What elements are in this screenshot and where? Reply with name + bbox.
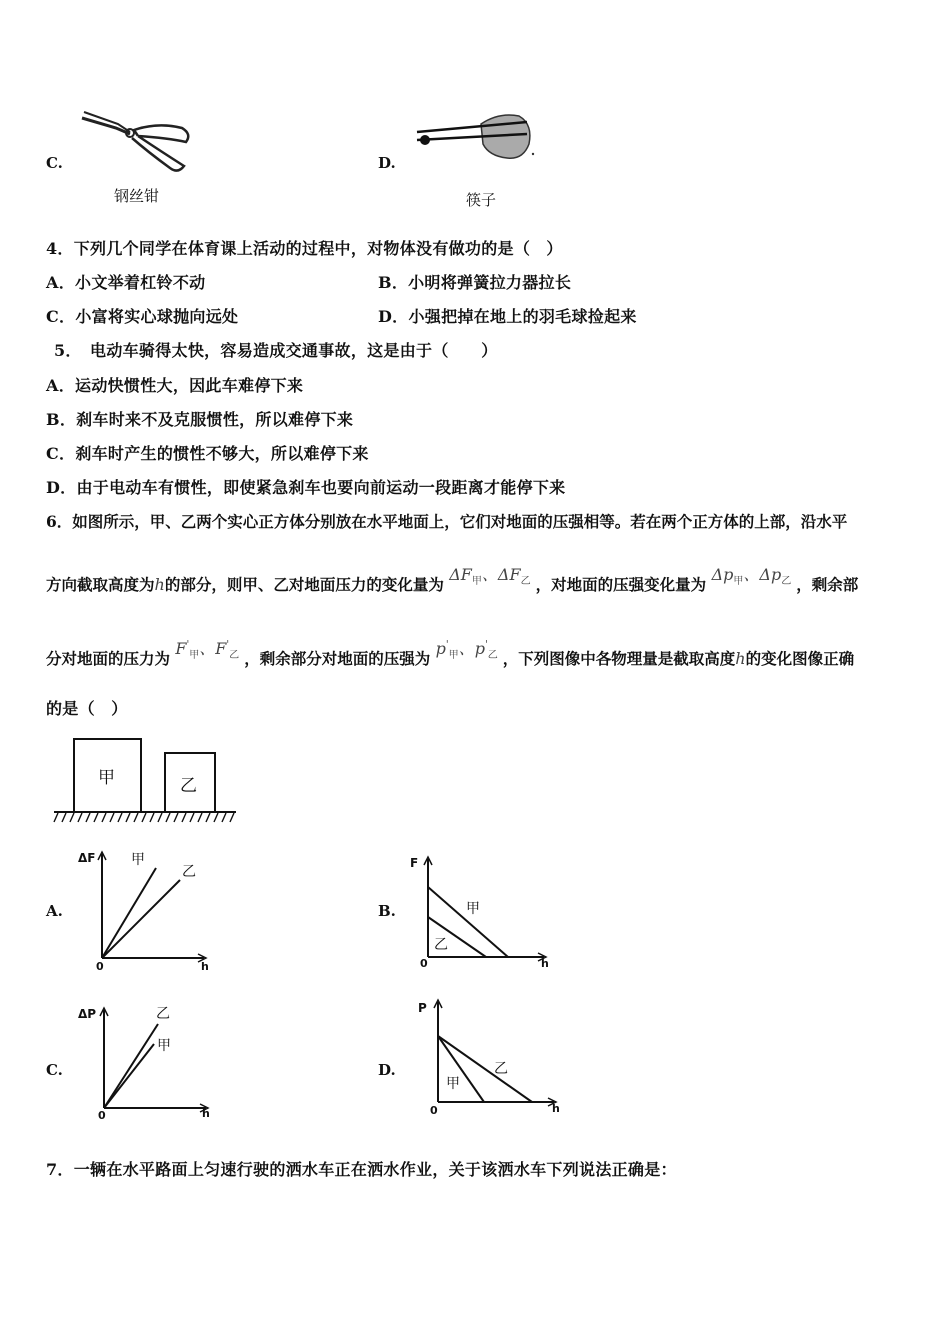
q3-caption-c: 钢丝钳 [114,187,160,205]
q4-option-c: C．小富将实心球抛向远处 [46,307,239,326]
graph-c-ylabel: ΔP [78,1007,97,1021]
q4-option-b: B．小明将弹簧拉力器拉长 [378,273,572,292]
cubes-figure [54,736,239,828]
graph-c-jia: 甲 [157,1038,171,1054]
remaining-pressure-symbols: $p'_甲$、$p'_乙$ [435,639,498,662]
graph-a-jia: 甲 [131,852,145,868]
cube-yi-label: 乙 [180,776,197,796]
q6-line2: 方向截取高度为h的部分，则甲、乙对地面压力的变化量为 $\Delta F_甲$、$\Delta F_乙$ ，对地面的压强变化量为 $\Delta p_甲$、$\Delta p_乙$ ，剩余部 [46,565,859,594]
q5-option-c: C．刹车时产生的惯性不够大，所以难停下来 [46,444,369,463]
graph-a-xlabel: h [201,960,209,973]
q5-stem: 5． 电动车骑得太快，容易造成交通事故，这是由于（ ） [54,341,498,360]
graph-d [414,996,564,1121]
q5-option-a: A．运动快惯性大，因此车难停下来 [46,376,304,395]
q6-option-d-label: D. [378,1061,396,1079]
chopsticks-image [415,110,540,170]
graph-a-yi: 乙 [182,864,196,880]
graph-c [78,1000,218,1122]
graph-a-origin: 0 [96,960,104,973]
q6-option-b-label: B. [378,902,396,920]
graph-d-jia: 甲 [446,1076,460,1092]
q4-stem: 4．下列几个同学在体育课上活动的过程中，对物体没有做功的是（ ） [46,239,563,258]
q6-line4: 的是（ ） [46,699,128,718]
graph-a-ylabel: ΔF [78,851,96,865]
graph-c-origin: 0 [98,1109,106,1122]
graph-b-origin: 0 [420,957,428,970]
graph-d-ylabel: P [418,1001,427,1015]
graph-b-xlabel: h [541,957,549,970]
q7-stem: 7．一辆在水平路面上匀速行驶的洒水车正在洒水作业，关于该洒水车下列说法正确是： [46,1160,677,1179]
graph-d-xlabel: h [552,1102,560,1115]
delta-p-symbols: $\Delta p_甲$、$\Delta p_乙$ [711,565,792,588]
pliers-image [78,108,198,178]
delta-f-symbols: $\Delta F_甲$、$\Delta F_乙$ [449,565,531,588]
cube-jia-label: 甲 [98,768,115,788]
q6-line3: 分对地面的压力为 $F'_甲$、$F'_乙$ ，剩余部分对地面的压强为 $p'_甲$、$p'_乙$ ，下列图像中各物理量是截取高度h的变化图像正确 [46,639,855,668]
q4-option-d: D．小强把掉在地上的羽毛球捡起来 [378,307,637,326]
graph-b-jia: 甲 [466,901,480,917]
graph-c-yi: 乙 [156,1006,170,1022]
q5-option-d: D．由于电动车有惯性，即使紧急刹车也要向前运动一段距离才能停下来 [46,478,566,497]
graph-d-origin: 0 [430,1104,438,1117]
graph-c-xlabel: h [202,1107,210,1120]
remaining-force-symbols: $F'_甲$、$F'_乙$ [175,639,240,662]
graph-b-yi: 乙 [434,937,448,953]
q6-option-a-label: A. [46,902,63,920]
graph-b-ylabel: F [410,856,419,870]
graph-d-yi: 乙 [494,1061,508,1077]
q4-option-a: A．小文举着杠铃不动 [46,273,206,292]
q3-option-c-label: C. [46,154,63,172]
q6-line1: 6．如图所示，甲、乙两个实心正方体分别放在水平地面上，它们对地面的压强相等。若在两个正方体的上部，沿水平 [46,512,848,531]
q6-option-c-label: C. [46,1061,63,1079]
q3-option-d-label: D. [378,154,396,172]
q5-option-b: B．刹车时来不及克服惯性，所以难停下来 [46,410,354,429]
q3-caption-d: 筷子 [466,191,497,209]
graph-b [404,853,554,973]
graph-a [76,846,216,971]
